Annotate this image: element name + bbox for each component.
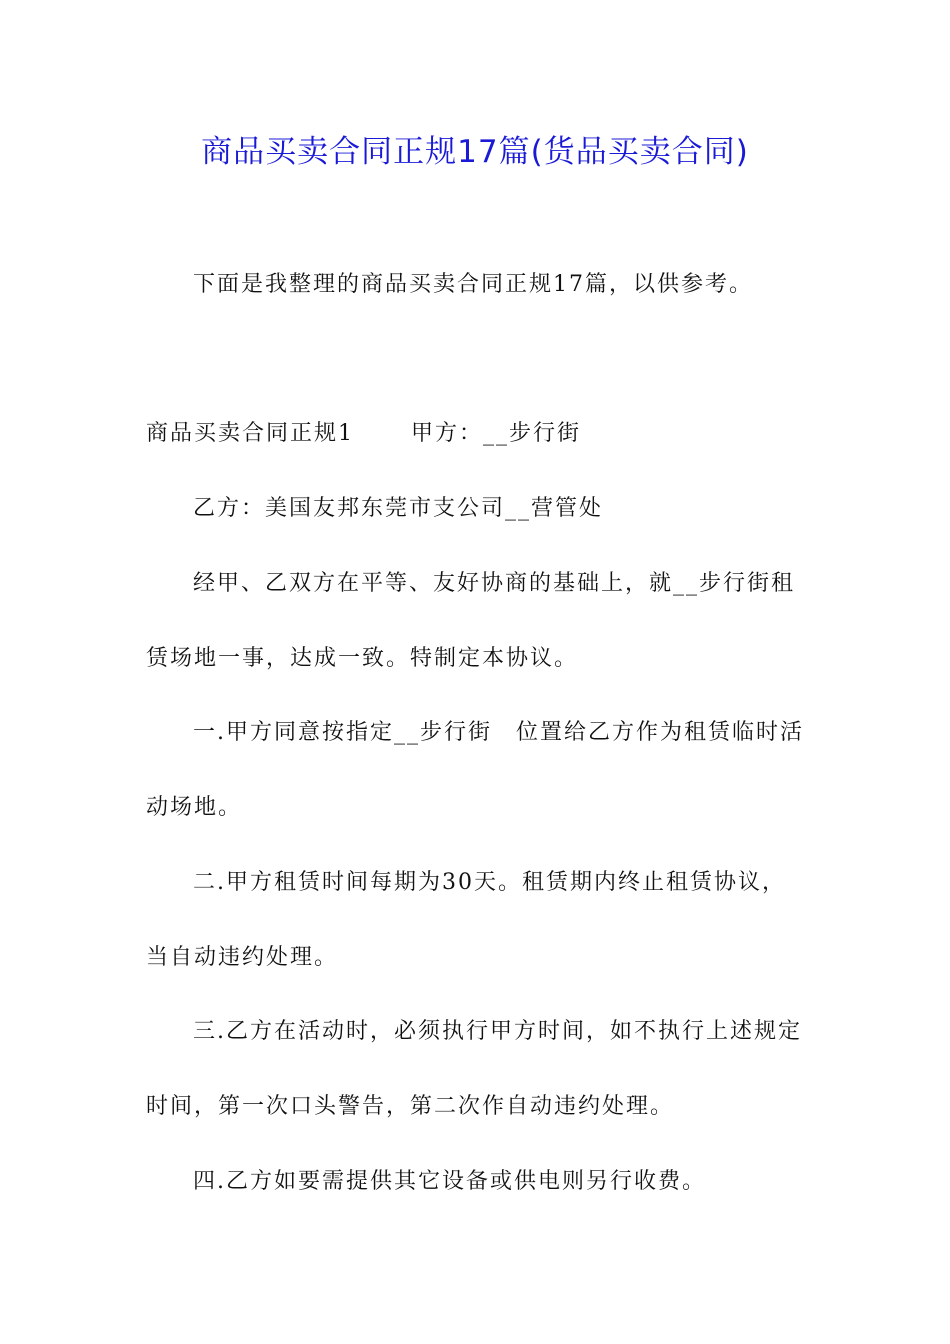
- contract-heading-line: 商品买卖合同正规1 甲方：__步行街: [146, 421, 581, 446]
- preamble-line-2: 赁场地一事，达成一致。特制定本协议。: [146, 646, 579, 671]
- party-b-line: 乙方：美国友邦东莞市支公司__营管处: [193, 496, 604, 521]
- document-title: 商品买卖合同正规17篇(货品买卖合同): [201, 134, 749, 170]
- clause-1-line-2: 动场地。: [146, 795, 243, 820]
- clause-2-line-2: 当自动违约处理。: [146, 945, 339, 970]
- preamble-line-1: 经甲、乙双方在平等、友好协商的基础上，就__步行街租: [193, 571, 796, 596]
- clause-3-line-1: 三.乙方在活动时，必须执行甲方时间，如不执行上述规定: [193, 1019, 802, 1044]
- clause-1-line-1: 一.甲方同意按指定__步行街 位置给乙方作为租赁临时活: [193, 720, 804, 745]
- clause-4-line-1: 四.乙方如要需提供其它设备或供电则另行收费。: [193, 1169, 706, 1194]
- clause-3-line-2: 时间，第一次口头警告，第二次作自动违约处理。: [146, 1094, 675, 1119]
- intro-paragraph: 下面是我整理的商品买卖合同正规17篇，以供参考。: [193, 272, 753, 297]
- clause-2-line-1: 二.甲方租赁时间每期为30天。租赁期内终止租赁协议，: [193, 870, 786, 895]
